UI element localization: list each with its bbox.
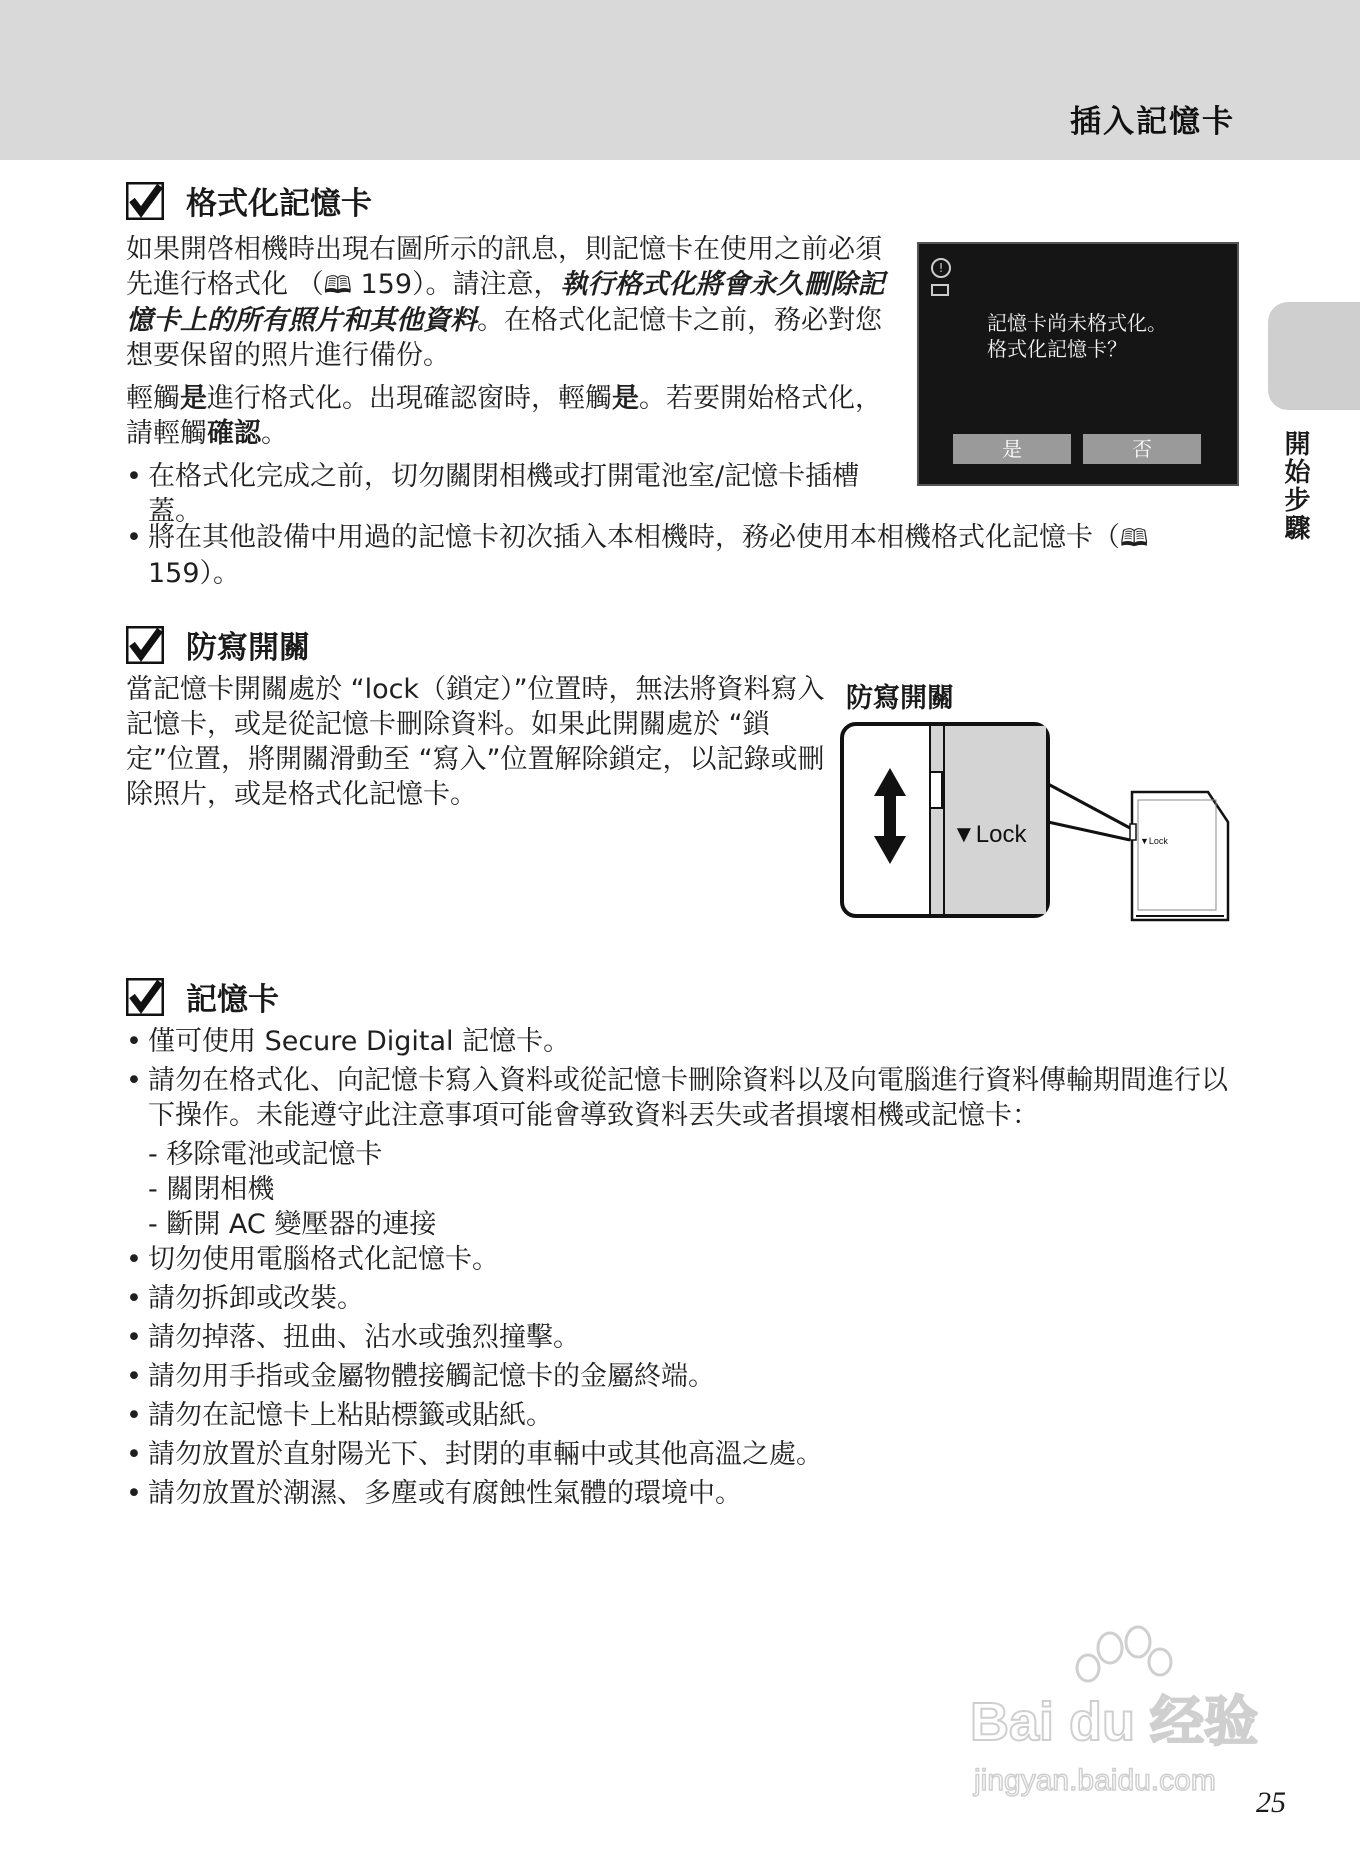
section-title: 記憶卡 bbox=[186, 982, 279, 1018]
format-paragraph-2 bbox=[126, 381, 886, 451]
lock-label: ▼Lock bbox=[952, 821, 1027, 848]
list-item: • 切勿使用電腦格式化記憶卡。 bbox=[126, 1242, 1236, 1277]
small-lock-label: ▼Lock bbox=[1140, 836, 1168, 846]
list-item: • 請勿放置於直射陽光下、封閉的車輛中或其他高溫之處。 bbox=[126, 1437, 1236, 1472]
sub-list-item: - 關閉相機 bbox=[148, 1174, 275, 1205]
list-item: • 在格式化完成之前，切勿關閉相機或打開電池室/記憶卡插槽蓋。 bbox=[126, 459, 886, 529]
page-reference: 159 bbox=[360, 269, 413, 300]
ui-term-yes: 是 bbox=[612, 383, 639, 414]
sub-list-item: - 斷開 AC 變壓器的連接 bbox=[148, 1209, 437, 1240]
screen-message-line: 記憶卡尚未格式化。 bbox=[987, 311, 1167, 335]
ui-term-confirm: 確認 bbox=[207, 418, 261, 449]
section-heading-card bbox=[126, 974, 279, 1019]
sub-list-item: - 移除電池或記憶卡 bbox=[148, 1139, 383, 1170]
warning-emphasis: 執行格式化將會永久刪除記憶卡上的所有照片和其他資料 bbox=[126, 269, 885, 336]
text-span: 進行格式化。出現確認窗時，輕觸 bbox=[207, 383, 612, 414]
text-span: ）。請注意， bbox=[412, 269, 561, 300]
page-header-title: 插入記憶卡 bbox=[1070, 104, 1235, 140]
screen-no-button: 否 bbox=[1083, 434, 1201, 464]
book-reference-icon: 🕮 bbox=[1120, 524, 1149, 552]
text-span: 將在其他設備中用過的記憶卡初次插入本相機時，務必使用本相機格式化記憶卡（ bbox=[148, 522, 1120, 553]
screen-message-line: 格式化記憶卡？ bbox=[987, 337, 1127, 361]
format-bullet-2 bbox=[126, 520, 1236, 595]
page-reference: 159 bbox=[148, 558, 200, 589]
list-item: • 請勿在格式化、向記憶卡寫入資料或從記憶卡刪除資料以及向電腦進行資料傳輸期間進行以下操作。未能遵守此注意事項可能會導致資料丟失或者損壞相機或記憶卡： bbox=[126, 1063, 1236, 1133]
write-protect-diagram bbox=[836, 712, 1266, 932]
section-heading-lock bbox=[126, 622, 310, 667]
watermark-brand: Bai du 经验 bbox=[970, 1692, 1259, 1752]
list-item: • 請勿用手指或金屬物體接觸記憶卡的金屬終端。 bbox=[126, 1359, 1236, 1394]
watermark-logo bbox=[960, 1620, 1280, 1810]
text-span: 。若要開始格式化，請輕觸 bbox=[126, 383, 882, 449]
check-mark-icon bbox=[126, 978, 164, 1016]
check-mark-icon bbox=[126, 182, 164, 220]
section-heading-format bbox=[126, 178, 372, 223]
page-number: 25 bbox=[1256, 1786, 1286, 1819]
list-item bbox=[126, 520, 1236, 591]
ui-term-yes: 是 bbox=[180, 383, 207, 414]
section-title: 防寫開關 bbox=[186, 630, 310, 666]
camera-screen-illustration bbox=[917, 242, 1239, 486]
section-title: 格式化記憶卡 bbox=[186, 186, 372, 222]
text-span: 輕觸 bbox=[126, 383, 180, 414]
list-item: • 僅可使用 Secure Digital 記憶卡。 bbox=[126, 1024, 1236, 1059]
text-span: ）。 bbox=[199, 558, 241, 589]
warning-icon: ! bbox=[931, 258, 951, 278]
list-item: • 請勿在記憶卡上粘貼標籤或貼紙。 bbox=[126, 1398, 1236, 1433]
sd-card-icon bbox=[1132, 792, 1228, 920]
diagram-title: 防寫開關 bbox=[846, 683, 954, 714]
battery-icon bbox=[931, 284, 949, 296]
watermark-url: jingyan.baidu.com bbox=[974, 1764, 1216, 1797]
text-span: 。 bbox=[261, 418, 288, 449]
text-span: 如果開啓相機時出現右圖所示的訊息，則記憶卡在使用之前必須先進行格式化 （ bbox=[126, 234, 882, 300]
book-reference-icon: 🕮 bbox=[323, 271, 352, 299]
format-body bbox=[126, 232, 886, 533]
screen-yes-button: 是 bbox=[953, 434, 1071, 464]
text-span: 。在格式化記憶卡之前，務必對您想要保留的照片進行備份。 bbox=[126, 305, 882, 371]
chapter-tab bbox=[1268, 302, 1360, 410]
chapter-tab-label: 開始步驟 bbox=[1280, 430, 1310, 542]
list-item: • 請勿放置於潮濕、多塵或有腐蝕性氣體的環境中。 bbox=[126, 1476, 1236, 1511]
check-mark-icon bbox=[126, 626, 164, 664]
card-notes-list bbox=[126, 1024, 1236, 1515]
list-item: • 請勿掉落、扭曲、沾水或強烈撞擊。 bbox=[126, 1320, 1236, 1355]
screen-message bbox=[987, 310, 1167, 362]
list-item: • 請勿拆卸或改裝。 bbox=[126, 1281, 1236, 1316]
lock-body: 當記憶卡開關處於 “lock（鎖定）”位置時，無法將資料寫入記憶卡，或是從記憶卡刪除資料。如果此開關處於 “鎖定”位置，將開關滑動至 “寫入”位置解除鎖定，以記錄或刪除照片，或是格式化記憶卡。 bbox=[126, 674, 825, 810]
format-paragraph-1 bbox=[126, 232, 886, 373]
